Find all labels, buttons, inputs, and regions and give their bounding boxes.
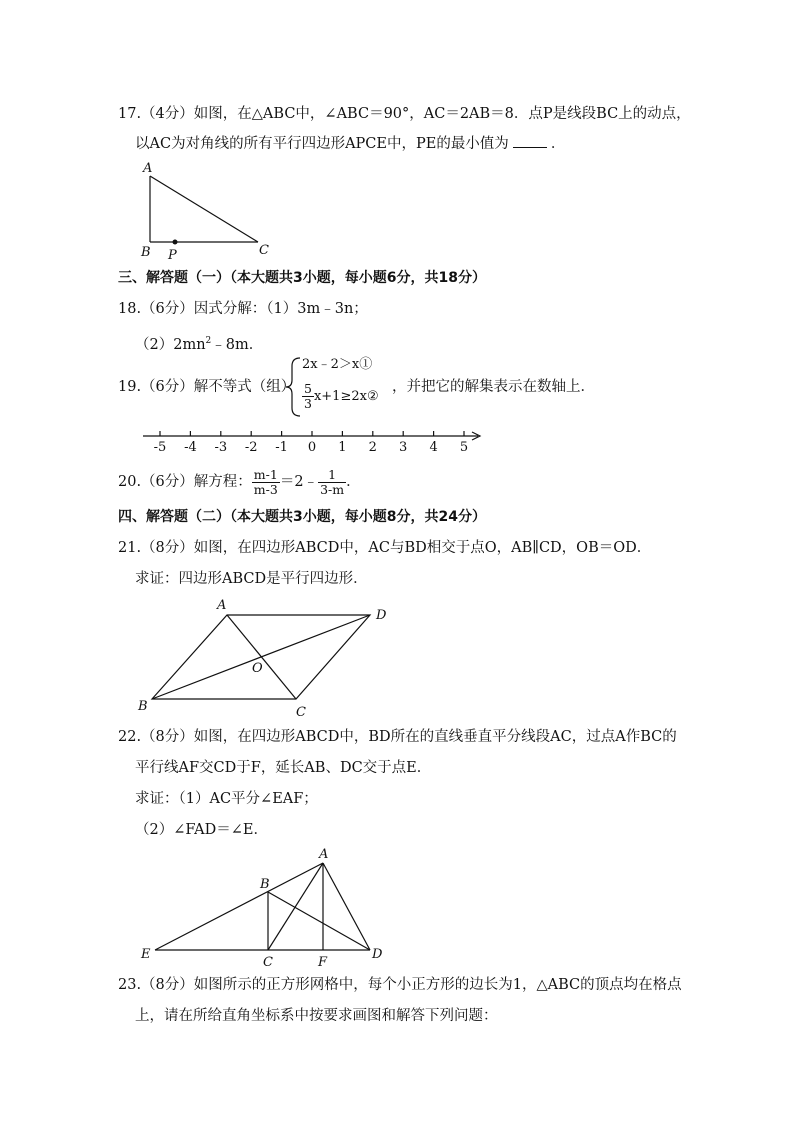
label-d: D bbox=[372, 947, 383, 962]
q22-line3: 求证：（1）AC平分∠EAF； bbox=[135, 791, 318, 807]
label-f: F bbox=[318, 955, 328, 970]
q22-line2: 平行线AF交CD于F，延长AB、DC交于点E． bbox=[135, 760, 432, 776]
label-d: D bbox=[376, 608, 387, 623]
tick-label: 4 bbox=[429, 440, 438, 455]
q17-line2-end: ． bbox=[550, 136, 566, 152]
tick-label: 1 bbox=[338, 440, 347, 455]
q22-line4: （2）∠FAD＝∠E． bbox=[135, 822, 269, 838]
label-a: A bbox=[143, 161, 153, 176]
inequality-2-text: x+1≥2x② bbox=[313, 389, 379, 404]
fraction-5-3: $\frac{5}{3}$ bbox=[304, 381, 312, 411]
fraction-left: $\frac{m-1}{m-3}$ bbox=[253, 466, 278, 497]
section-4-heading: 四、解答题（二）（本大题共3小题，每小题8分，共24分） bbox=[118, 509, 486, 525]
q18-line1: 18.（6分）因式分解：（1）3m﹣3n； bbox=[118, 301, 368, 317]
q23-line2: 上，请在所给直角坐标系中按要求画图和解答下列问题： bbox=[135, 1008, 498, 1024]
tick-label: 0 bbox=[307, 440, 317, 455]
section-3-heading: 三、解答题（一）（本大题共3小题，每小题6分，共18分） bbox=[118, 270, 486, 286]
q23-line1: 23.（8分）如图所示的正方形网格中，每个小正方形的边长为1，△ABC的顶点均在格点 bbox=[118, 977, 682, 993]
q21-line1: 21.（8分）如图，在四边形ABCD中，AC与BD相交于点O，AB∥CD，OB＝OD． bbox=[118, 540, 652, 556]
q18-part2: （2）2mn bbox=[135, 336, 206, 353]
q17-line1: 17.（4分）如图，在△ABC中，∠ABC＝90°，AC＝2AB＝8．点P是线段BC上的动点， bbox=[118, 106, 691, 122]
tick-label: -4 bbox=[184, 440, 197, 455]
label-b: B bbox=[260, 877, 270, 892]
q20-prefix: 20.（6分）解方程： bbox=[118, 474, 252, 490]
label-c: C bbox=[263, 955, 273, 970]
q18-part2-end: ﹣8m． bbox=[211, 336, 264, 353]
tick-label: 2 bbox=[368, 440, 377, 455]
tick-label: -5 bbox=[153, 440, 167, 455]
label-a: A bbox=[217, 598, 227, 613]
inequality-1: 2x﹣2＞x① bbox=[302, 357, 373, 372]
label-b: B bbox=[141, 245, 151, 260]
fraction-right: $\frac{1}{3-m}$ bbox=[320, 466, 345, 497]
label-e: E bbox=[141, 947, 151, 962]
tick-label: -3 bbox=[214, 440, 228, 455]
q18-exponent: 2 bbox=[205, 336, 212, 346]
q22-line1: 22.（8分）如图，在四边形ABCD中，BD所在的直线垂直平分线段AC，过点A作BC的 bbox=[118, 729, 677, 745]
tick-label: -1 bbox=[275, 440, 288, 455]
label-a: A bbox=[319, 847, 329, 862]
q21-line2: 求证：四边形ABCD是平行四边形． bbox=[135, 571, 368, 587]
tick-label: 5 bbox=[459, 440, 469, 455]
label-o: O bbox=[252, 661, 263, 676]
label-c: C bbox=[259, 243, 269, 258]
tick-label: -2 bbox=[244, 440, 258, 455]
q20-middle: ＝2﹣ bbox=[279, 474, 319, 490]
label-c: C bbox=[296, 705, 306, 720]
q19-prefix: 19.（6分）解不等式（组） bbox=[118, 379, 296, 395]
label-p: P bbox=[168, 248, 177, 263]
label-b: B bbox=[138, 699, 148, 714]
q17-line2-text: 以AC为对角线的所有平行四边形APCE中，PE的最小值为 bbox=[135, 136, 509, 152]
tick-label: 3 bbox=[399, 440, 408, 455]
q20-end: ． bbox=[346, 474, 361, 490]
q19-suffix: ，并把它的解集表示在数轴上． bbox=[392, 379, 595, 395]
